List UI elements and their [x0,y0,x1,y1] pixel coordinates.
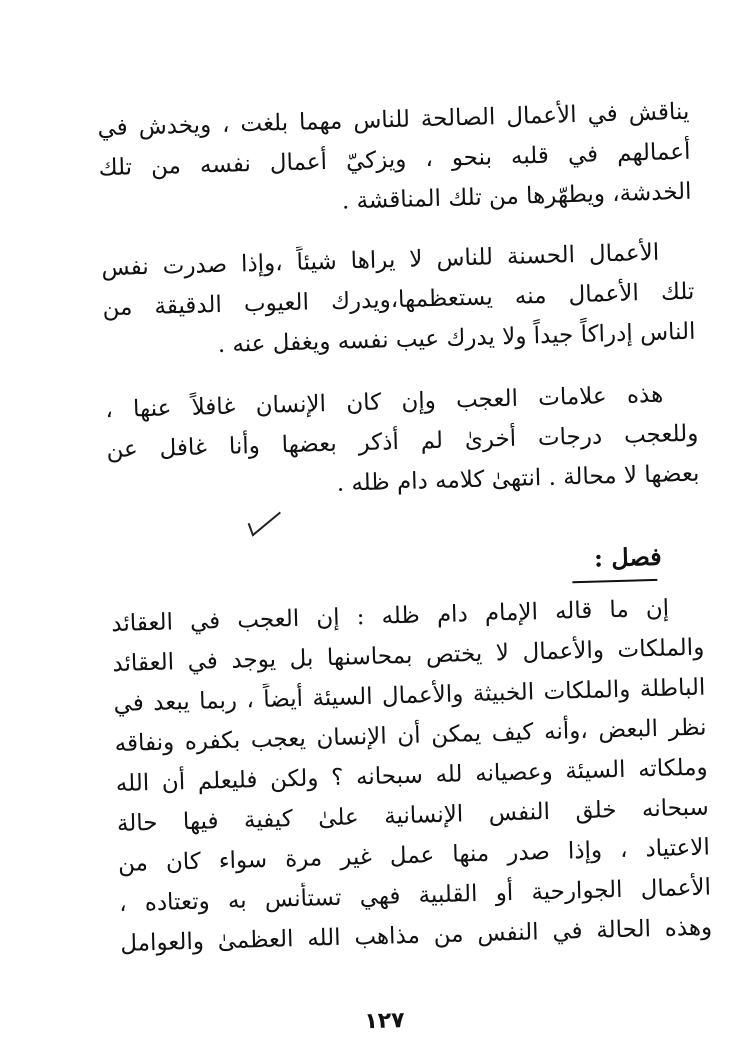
text-line: نظر البعض ،وأنه كيف يمكن أن الإنسان يعجب بكفره ونفاقه [114,714,707,758]
page-number: ١٢٧ [364,1008,406,1035]
text-line: الخدشة، ويطهّرها من تلك المناقشة . [341,178,692,215]
text-line: وملكاته السيئة وعصيانه لله سبحانه ؟ ولكن فليعلم أن الله [115,754,708,798]
text-line: الناس إدراكاً جيداً ولا يدرك عيب نفسه ويغفل عنه . [217,318,696,359]
heading-underline [572,579,657,583]
text-line: وللعجب درجات أخرىٰ لم أذكر بعضها وأنا غافل عن [106,420,699,464]
text-line: والملكات والأعمال لا يختص بمحاسنها بل يوجد في العقائد [112,634,705,678]
text-line: يناقش في الأعمال الصالحة للناس مهما بلغت ، ويخدش في [97,98,690,142]
text-line: الأعمال الحسنة للناس لا يراها شيئاً ،وإذا صدرت نفس [101,239,660,282]
text-line: الاعتياد ، وإذا صدر منها عمل غير مرة سواء كان من [117,834,711,878]
text-line: الأعمال الجوارحية أو القلبية فهي تستأنس به وتعتاده ، [118,874,712,917]
section-heading: فصل : [593,541,663,573]
text-line: أعمالهم في قلبه بنحو ، ويزكيّ أعمال نفسه من تلك [98,138,691,182]
handwritten-check-mark-icon [244,508,285,539]
text-line: هذه علامات العجب وإن كان الإنسان غافلاً عنها ، [105,381,664,424]
text-line: تلك الأعمال منه يستعظمها،ويدرك العيوب الدقيقة من [102,278,695,322]
text-line: بعضها لا محالة . انتهىٰ كلامه دام ظله . [336,460,700,497]
text-line: سبحانه خلق النفس الإنسانية علىٰ كيفية فيها حالة [116,794,710,838]
text-line: الباطلة والملكات الخبيثة والأعمال السيئة أيضاً ، ربما يبعد في [113,674,706,718]
text-line: إن ما قاله الإمام دام ظله : إن العجب في العقائد [110,595,670,638]
text-line: وهذه الحالة في النفس من مذاهب الله العظمىٰ والعوامل [119,914,713,957]
